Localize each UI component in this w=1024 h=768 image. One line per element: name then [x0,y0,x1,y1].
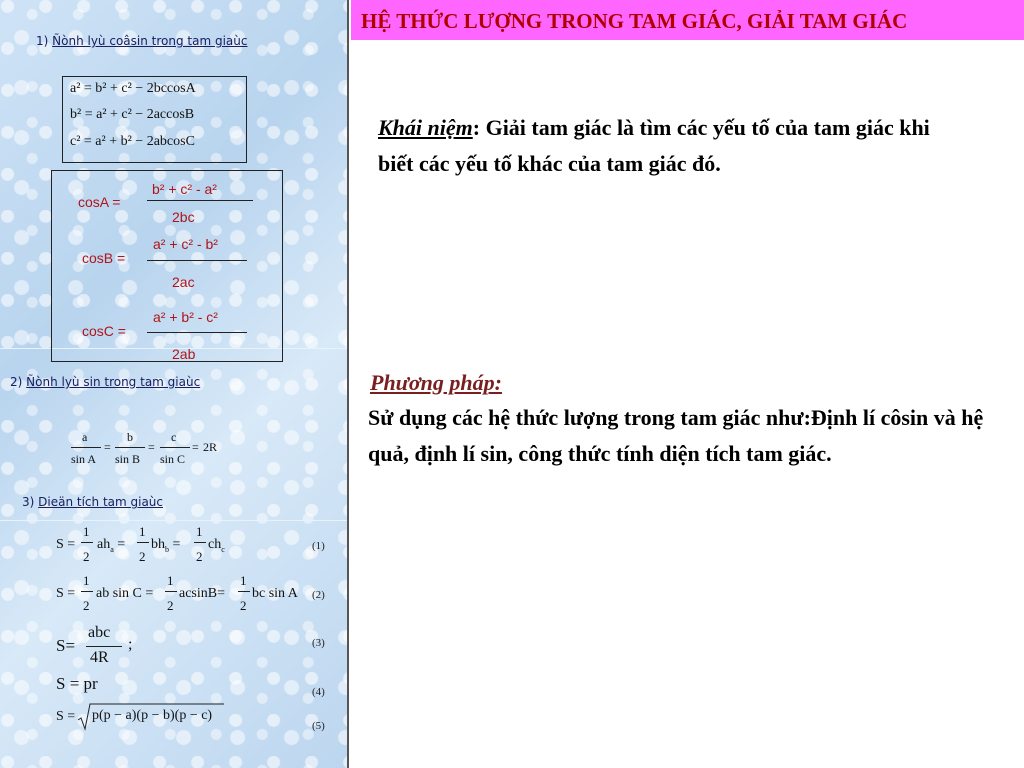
fraction-numerator: abc [88,624,111,641]
fraction-bar [147,260,247,261]
formula-lhs: S = [56,709,76,724]
cosA-label: cosA = [78,194,121,210]
fraction-bar [165,591,177,592]
section-3-title [22,495,163,509]
formula-term [208,537,225,554]
cosC-label: cosC = [82,323,126,339]
formula-term: ab sin C = [96,586,154,601]
cosine-law-a: a² = b² + c² − 2bccosA [70,81,196,96]
cosB-denominator: 2ac [172,274,195,290]
term-subscript: b [165,544,169,554]
term-text: bh [151,537,165,552]
section-number: 1) [36,34,49,48]
term-subscript: a [110,544,114,554]
cosC-denominator: 2ab [172,346,196,362]
formula-panel [0,0,349,768]
fraction-bar [115,447,145,448]
fraction-bar [194,542,206,543]
fraction-bar [147,332,247,333]
sine-law-numerator: c [171,430,177,444]
formula-lhs: S= [56,636,76,655]
fraction-denominator: 2 [83,549,90,564]
equals-sign: = [148,440,155,454]
fraction-denominator: 2 [196,549,203,564]
section-1-title [36,34,247,48]
fraction-bar [137,542,149,543]
method-text: Sử dụng các hệ thức lượng trong tam giác như:Định lí côsin và hệ quả, định lí sin, công thức tính diện tích tam giác. [368,405,984,466]
term-subscript: c [221,544,225,554]
formula-tag: (1) [312,540,325,552]
sine-law-denominator: sin A [71,452,97,466]
sine-law-denominator: sin C [160,452,186,466]
fraction-numerator: 1 [83,524,90,539]
cosC-numerator: a² + b² - c² [153,309,218,325]
section-heading: Ñònh lyù coâsin trong tam giaùc [52,34,248,48]
fraction-numerator: 1 [167,573,174,588]
method-label: Phương pháp: [370,370,502,395]
fraction-bar [147,200,253,201]
fraction-denominator: 2 [167,598,174,613]
cosB-numerator: a² + c² - b² [153,236,218,252]
section-heading: Ñònh lyù sin trong tam giaùc [26,375,201,389]
term-text: ch [208,537,222,552]
concept-text: : Giải tam giác là tìm các yếu tố của tam giác khi biết các yếu tố khác của tam giác đó. [378,115,930,176]
fraction-bar [86,646,122,647]
cosB-label: cosB = [82,250,126,266]
formula-term: bc sin A [252,586,298,601]
fraction-bar [71,447,101,448]
slide-title: HỆ THỨC LƯỢNG TRONG TAM GIÁC, GIẢI TAM GIÁC [351,0,1024,40]
formula-term: acsinB= [179,586,225,601]
formula-tag: (3) [312,637,325,649]
formula-tag: (2) [312,589,325,601]
section-2-title [10,375,200,389]
cosine-law-c: c² = a² + b² − 2abcosC [70,134,195,149]
fraction-bar [238,591,250,592]
cosine-law-b: b² = a² + c² − 2accosB [70,107,195,122]
section-number: 3) [22,495,35,509]
panel-divider [0,520,347,521]
fraction-denominator: 2 [83,598,90,613]
sine-law-numerator: a [82,430,88,444]
formula-tag: (4) [312,686,325,698]
formula-lhs: S = [56,586,76,601]
fraction-denominator: 2 [139,549,146,564]
fraction-bar [81,542,93,543]
fraction-bar [160,447,190,448]
concept-paragraph [378,110,948,182]
equals-sign: = [104,440,111,454]
fraction-denominator: 4R [90,649,109,666]
formula-term: $bh_b$ = [151,537,181,554]
sine-law-denominator: sin B [115,452,141,466]
section-heading: Dieän tích tam giaùc [38,495,164,509]
sine-law-numerator: b [127,430,133,444]
sine-law-rhs: 2R [203,440,218,454]
formula-lhs: S = [56,537,76,552]
cosA-numerator: b² + c² - a² [152,181,217,197]
fraction-denominator: 2 [240,598,247,613]
section-number: 2) [10,375,23,389]
equals-sign: = [192,440,199,454]
fraction-numerator: 1 [139,524,146,539]
cosA-denominator: 2bc [172,209,195,225]
fraction-numerator: 1 [240,573,247,588]
term-text: ah [97,537,111,552]
concept-label: Khái niệm [378,115,473,140]
fraction-numerator: 1 [83,573,90,588]
radicand: p(p − a)(p − b)(p − c) [92,708,213,723]
fraction-bar [81,591,93,592]
fraction-numerator: 1 [196,524,203,539]
formula-term: $ah_a$ = [97,537,126,554]
formula-term: ; [128,636,133,653]
formula-tag: (5) [312,720,325,732]
formula-lhs: S = pr [56,674,98,693]
